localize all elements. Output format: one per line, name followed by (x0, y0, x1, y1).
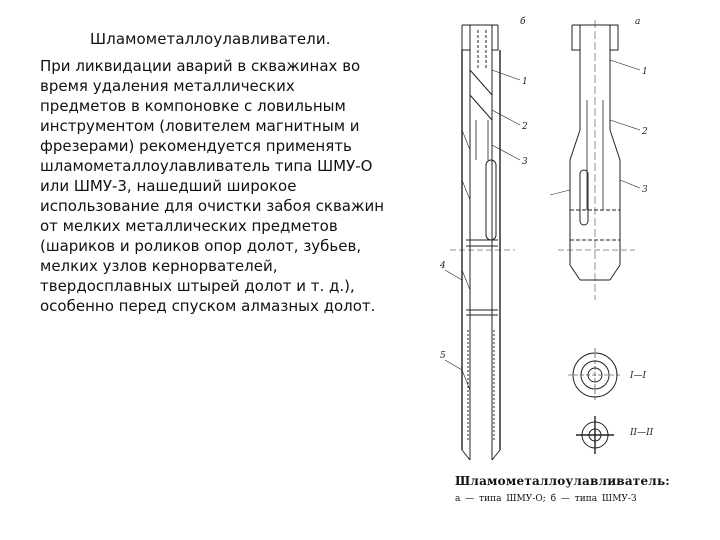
part-label: 3 (642, 185, 648, 195)
part-label: 5 (440, 351, 446, 361)
section-label: I—I (630, 371, 647, 381)
technical-drawing (440, 10, 700, 480)
figure-caption-legend: а — типа ШМУ-О; б — типа ШМУ-З (455, 494, 637, 504)
slide-body-text: При ликвидации аварий в скважинах во время удаления металлических предметов в компоновке с ловильным инструментом (ловителем магнитным и фрезерами) рекомендуется применять шламометаллоулавливатель типа ШМУ-О или ШМУ-3, нашедший широкое использование для очистки забоя скважин от мелких металлических предметов (шариков и роликов опор долот, зубьев, мелких узлов кернорвателей, твердосплавных штырей долот и т. д.), особенно перед спуском алмазных долот. (40, 57, 385, 315)
figure-caption-title: Шламометаллоулавливатель: (455, 474, 670, 488)
part-label: 2 (522, 122, 528, 132)
view-label-b: б (520, 17, 526, 27)
part-label: 1 (642, 67, 648, 77)
section-label: II—II (630, 428, 654, 438)
tool-a-drawing (558, 20, 635, 454)
slide-title: Шламометаллоулавливатели. (90, 30, 331, 48)
part-label: 3 (522, 157, 528, 167)
part-label: 1 (522, 77, 528, 87)
tool-b-drawing (450, 25, 515, 460)
part-label: 2 (642, 127, 648, 137)
view-label-a: а (635, 17, 641, 27)
part-label: 4 (440, 261, 446, 271)
